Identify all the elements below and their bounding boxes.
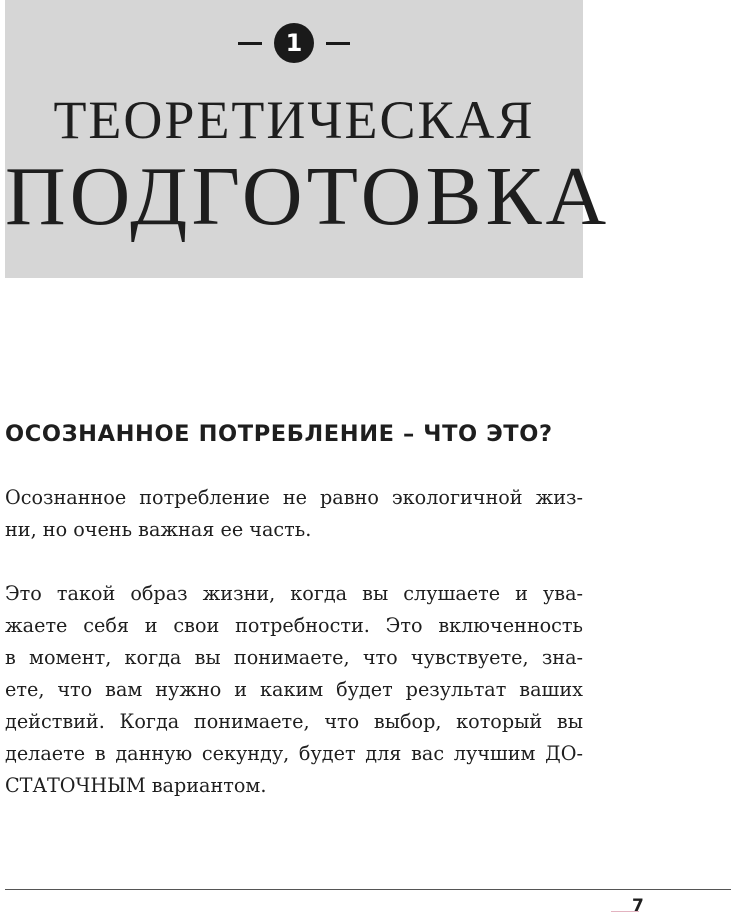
text-line: действий. Когда понимаете, что выбор, который вы — [5, 710, 583, 733]
chapter-title-line-2: ПОДГОТОВКА — [5, 150, 611, 243]
text-line: ете, что вам нужно и каким будет результат ваших — [5, 678, 583, 701]
page-number: 7 — [632, 896, 644, 916]
dash-left — [238, 42, 262, 45]
paragraph — [5, 482, 583, 546]
text-line: делаете в данную секунду, будет для вас лучшим ДО- — [5, 742, 583, 765]
text-line: Это такой образ жизни, когда вы слушаете и ува- — [5, 582, 583, 605]
section-heading: ОСОЗНАННОЕ ПОТРЕБЛЕНИЕ – ЧТО ЭТО? — [5, 421, 553, 447]
footer-divider — [5, 889, 731, 890]
chapter-number-badge: 1 — [274, 23, 314, 63]
text-line: ни, но очень важная ее часть. — [5, 518, 312, 541]
dash-right — [326, 42, 350, 45]
chapter-marker — [5, 20, 583, 66]
text-line: жаете себя и свои потребности. Это включенность — [5, 614, 583, 637]
chapter-title-line-1: ТЕОРЕТИЧЕСКАЯ — [53, 90, 535, 150]
text-line: Осознанное потребление не равно экологичной жиз- — [5, 486, 583, 509]
chapter-header — [5, 0, 611, 278]
text-line: в момент, когда вы понимаете, что чувствуете, зна- — [5, 646, 583, 669]
text-line: СТАТОЧНЫМ вариантом. — [5, 774, 267, 797]
paragraph — [5, 578, 583, 802]
